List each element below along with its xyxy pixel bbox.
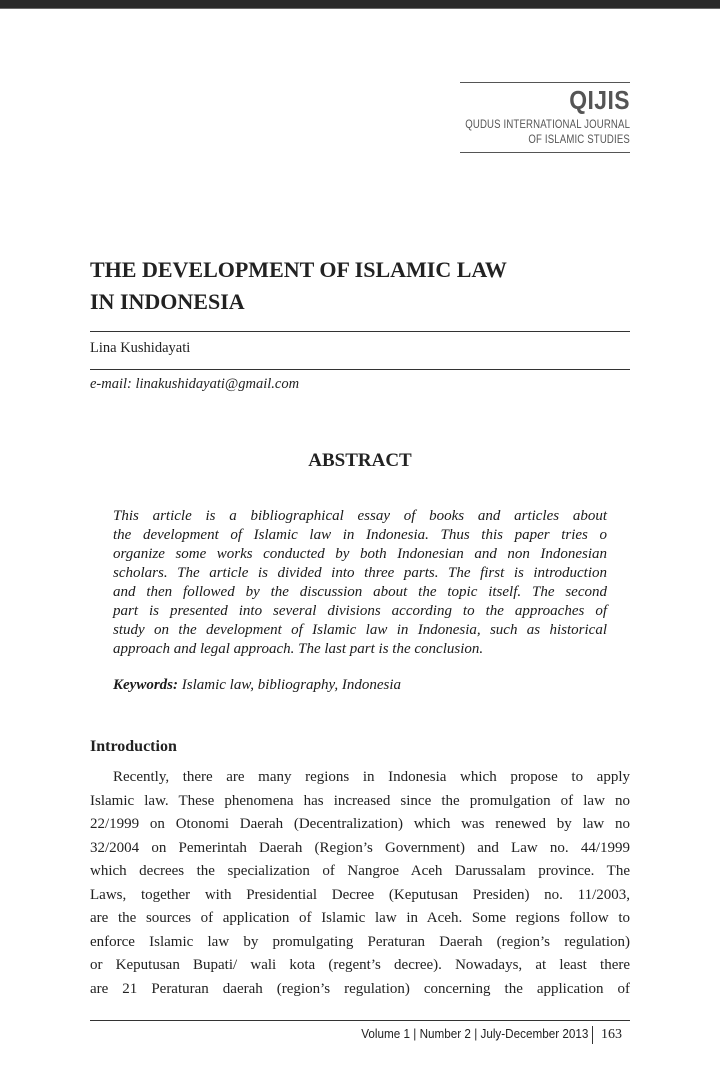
abstract-heading: ABSTRACT — [308, 450, 412, 471]
section-heading-introduction: Introduction — [90, 738, 177, 755]
journal-acronym: QIJIS — [569, 85, 630, 115]
journal-logo — [460, 82, 630, 153]
keywords — [113, 677, 401, 694]
abstract-line: the development of Islamic law in Indonesia. Thus this paper tries o — [113, 527, 607, 543]
body-line: Laws, together with Presidential Decree (Keputusan Presiden) no. 11/2003, — [90, 886, 630, 903]
body-line: 32/2004 on Pemerintah Daerah (Region’s Government) and Law no. 44/1999 — [90, 839, 630, 856]
author-name: Lina Kushidayati — [90, 340, 191, 356]
author-email: e-mail: linakushidayati@gmail.com — [90, 376, 300, 392]
abstract-line: part is presented into several divisions according to the approaches of — [113, 603, 607, 619]
journal-name-line2: OF ISLAMIC STUDIES — [528, 132, 630, 146]
abstract-line: scholars. The article is divided into three parts. The first is introduction — [113, 565, 607, 581]
footer-separator — [592, 1026, 593, 1044]
title-line: THE DEVELOPMENT OF ISLAMIC LAW — [90, 257, 507, 282]
body-line: or Keputusan Bupati/ wali kota (regent’s decree). Nowadays, at least there — [90, 957, 630, 973]
keywords-label: Keywords: — [113, 677, 178, 693]
abstract-line: approach and legal approach. The last part is the conclusion. — [113, 641, 484, 657]
body-line: are the sources of application of Islamic law in Aceh. Some regions follow to — [90, 910, 630, 926]
body-line: are 21 Peraturan daerah (region’s regulation) concerning the application of — [90, 980, 630, 997]
abstract-line: This article is a bibliographical essay of books and articles about — [113, 508, 607, 524]
article-title — [90, 254, 610, 318]
body-line: which decrees the specialization of Nangroe Aceh Darussalam province. The — [90, 863, 630, 879]
page-number: 163 — [601, 1027, 622, 1042]
journal-name-line1: QUDUS INTERNATIONAL JOURNAL — [465, 117, 630, 131]
abstract-text — [113, 507, 607, 659]
keywords-list: Islamic law, bibliography, Indonesia — [181, 677, 402, 693]
body-line: 22/1999 on Otonomi Daerah (Decentralization) which was renewed by law no — [90, 816, 630, 832]
introduction-text — [90, 766, 630, 1001]
body-line: Islamic law. These phenomena has increased since the promulgation of law no — [90, 792, 630, 809]
abstract-line: study on the development of Islamic law in Indonesia, such as historical — [113, 622, 607, 638]
abstract-line: and then followed by the discussion about the topic itself. The second — [113, 584, 607, 600]
body-line: Recently, there are many regions in Indonesia which propose to apply — [113, 769, 630, 785]
title-line: IN INDONESIA — [90, 289, 245, 314]
issue-info: Volume 1 | Number 2 | July-December 2013 — [360, 1026, 588, 1041]
footer-divider — [90, 1020, 630, 1021]
author-divider — [90, 369, 630, 370]
body-line: enforce Islamic law by promulgating Peraturan Daerah (region’s regulation) — [90, 933, 630, 950]
title-divider — [90, 331, 630, 332]
abstract-line: organize some works conducted by both Indonesian and non Indonesian — [113, 546, 607, 562]
page-footer — [336, 1026, 622, 1044]
top-border — [0, 0, 720, 9]
